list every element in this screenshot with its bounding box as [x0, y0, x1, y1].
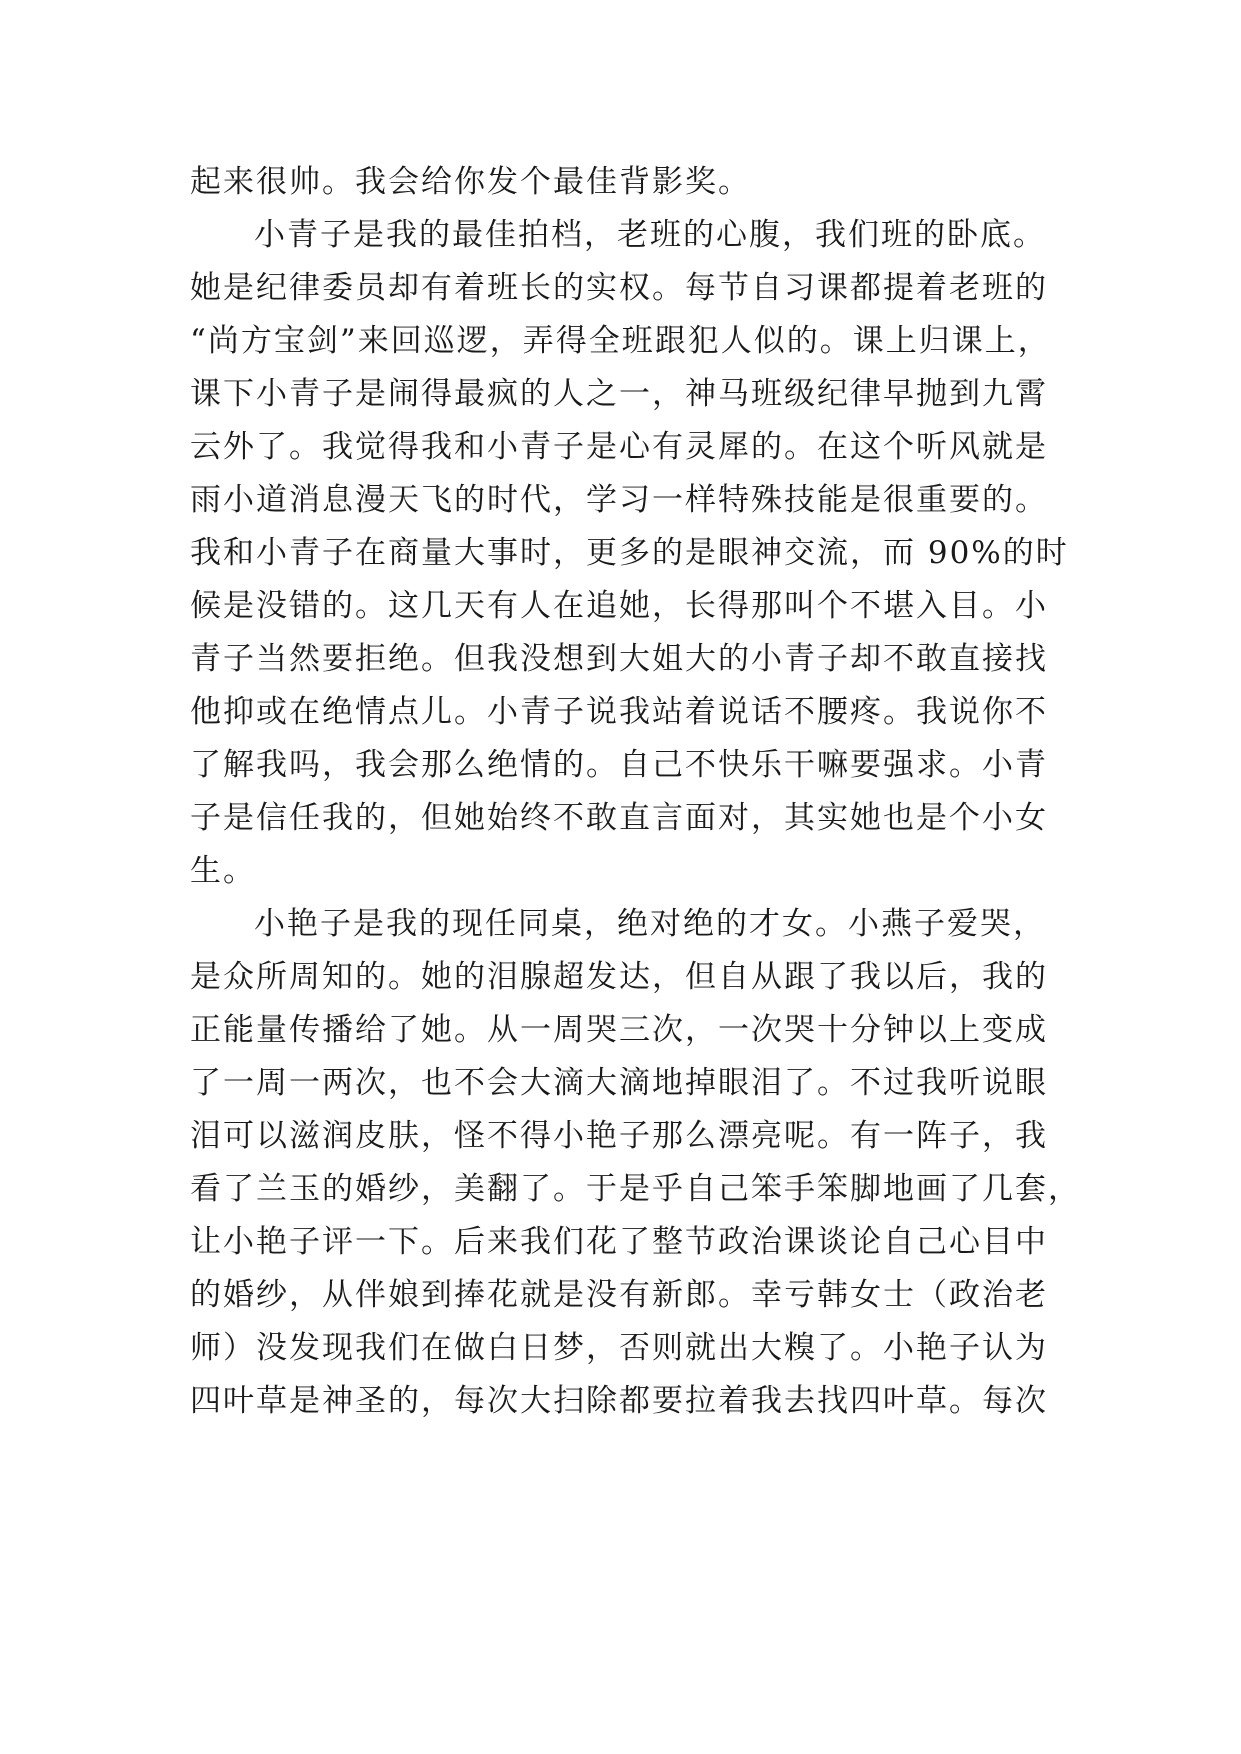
text-line: 云外了。我觉得我和小青子是心有灵犀的。在这个听风就是: [190, 429, 1048, 465]
text-line: 了解我吗，我会那么绝情的。自己不快乐干嘛要强求。小青: [190, 747, 1048, 783]
text-line: 我和小青子在商量大事时，更多的是眼神交流，而 90%的时: [190, 535, 1069, 571]
text-line: 他抑或在绝情点儿。小青子说我站着说话不腰疼。我说你不: [190, 694, 1048, 730]
text-line: 四叶草是神圣的，每次大扫除都要拉着我去找四叶草。每次: [190, 1383, 1048, 1419]
text-line: 雨小道消息漫天飞的时代，学习一样特殊技能是很重要的。: [190, 482, 1048, 518]
text-line: 候是没错的。这几天有人在追她，长得那叫个不堪入目。小: [190, 588, 1048, 624]
text-line: 课下小青子是闹得最疯的人之一，神马班级纪律早抛到九霄: [190, 376, 1048, 412]
text-line: 她是纪律委员却有着班长的实权。每节自习课都提着老班的: [190, 270, 1048, 306]
text-line: “尚方宝剑”来回巡逻，弄得全班跟犯人似的。课上归课上，: [190, 323, 1051, 359]
text-line: 看了兰玉的婚纱，美翻了。于是乎自己笨手笨脚地画了几套，: [190, 1171, 1081, 1207]
text-line: 生。: [190, 853, 256, 889]
paragraph-start-line: 小青子是我的最佳拍档，老班的心腹，我们班的卧底。: [254, 217, 1046, 253]
text-line: 是众所周知的。她的泪腺超发达，但自从跟了我以后，我的: [190, 959, 1048, 995]
text-line: 起来很帅。我会给你发个最佳背影奖。: [190, 164, 751, 200]
text-line: 正能量传播给了她。从一周哭三次，一次哭十分钟以上变成: [190, 1012, 1048, 1048]
paragraph-start-line: 小艳子是我的现任同桌，绝对绝的才女。小燕子爱哭，: [254, 906, 1046, 942]
text-line: 青子当然要拒绝。但我没想到大姐大的小青子却不敢直接找: [190, 641, 1048, 677]
text-line: 泪可以滋润皮肤，怪不得小艳子那么漂亮呢。有一阵子，我: [190, 1118, 1048, 1154]
text-line: 师）没发现我们在做白日梦，否则就出大糗了。小艳子认为: [190, 1330, 1048, 1366]
text-line: 让小艳子评一下。后来我们花了整节政治课谈论自己心目中: [190, 1224, 1048, 1260]
text-line: 子是信任我的，但她始终不敢直言面对，其实她也是个小女: [190, 800, 1048, 836]
text-line: 的婚纱，从伴娘到捧花就是没有新郎。幸亏韩女士（政治老: [190, 1277, 1048, 1313]
text-line: 了一周一两次，也不会大滴大滴地掉眼泪了。不过我听说眼: [190, 1065, 1048, 1101]
